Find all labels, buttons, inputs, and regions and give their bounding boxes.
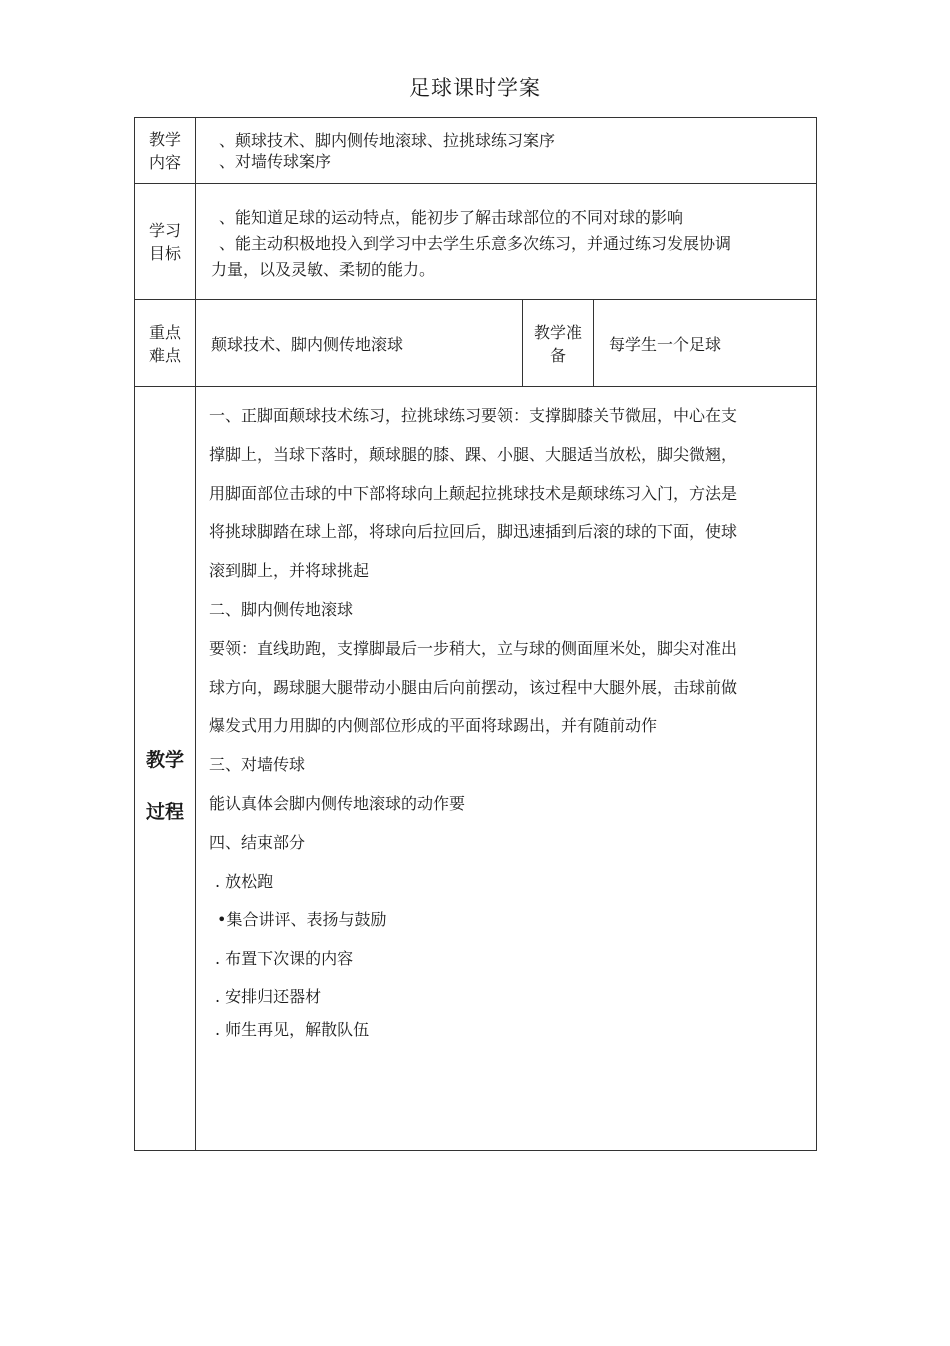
process-line: 一、正脚面颠球技术练习，拉挑球练习要领：支撑脚膝关节微屈，中心在支 [209,406,738,425]
content-line: 、对墙传球案序 [219,152,332,171]
row-divider [135,386,816,387]
process-line: . 放松跑 [215,871,274,891]
process-label: 教学 过程 [145,749,184,823]
content-line: 、颠球技术、脚内侧传地滚球、拉挑球练习案序 [219,131,556,150]
content-label: 教学 内容 [148,130,181,172]
process-line: 二、脚内侧传地滚球 [209,599,354,619]
process-line: 能认真体会脚内侧传地滚球的动作要 [209,793,466,813]
process-line: . 安排归还器材 [215,986,322,1006]
process-line: 滚到脚上，并将球挑起 [209,561,370,581]
process-line: 要领：直线助跑，支撑脚最后一步稍大，立与球的侧面厘米处，脚尖对准出 [209,638,738,658]
column-divider [593,299,594,386]
prep-text: 每学生一个足球 [609,335,722,354]
process-line: 球方向，踢球腿大腿带动小腿由后向前摆动，该过程中大腿外展，击球前做 [209,677,738,697]
process-line: 将挑球脚踏在球上部，将球向后拉回后，脚迅速插到后滚的球的下面，使球 [209,522,738,542]
process-line: 爆发式用力用脚的内侧部位形成的平面将球踢出，并有随前动作 [209,716,658,736]
process-line: 三、对墙传球 [209,755,306,775]
keypoints-label: 重点 难点 [148,323,181,365]
process-line: 用脚面部位击球的中下部将球向上颠起拉挑球技术是颠球练习入门，方法是 [209,483,738,503]
goals-line: 、能主动积极地投入到学习中去学生乐意多次练习，并通过练习发展协调 [219,234,732,253]
process-line: 撑脚上，当球下落时，颠球腿的膝、踝、小腿、大腿适当放松，脚尖微翘， [209,444,738,464]
keypoints-text: 颠球技术、脚内侧传地滚球 [211,335,404,354]
process-line: . 布置下次课的内容 [215,949,354,969]
goals-label: 学习 目标 [148,221,181,263]
lesson-plan-table [134,117,817,1151]
row-divider [135,183,816,184]
column-divider [195,118,196,1150]
content-text [219,130,555,172]
process-line: •集合讲评、表扬与鼓励 [217,910,387,930]
process-line: . 师生再见，解散队伍 [215,1019,370,1039]
process-line: 四、结束部分 [209,832,306,852]
row-divider [135,299,816,300]
process-text [209,397,737,1045]
goals-line: 力量，以及灵敏、柔韧的能力。 [211,260,436,279]
page-title: 足球课时学案 [409,76,541,100]
prep-label: 教学准 备 [533,323,582,365]
goals-line: 、能知道足球的运动特点，能初步了解击球部位的不同对球的影响 [219,208,684,227]
goals-text [211,205,731,283]
